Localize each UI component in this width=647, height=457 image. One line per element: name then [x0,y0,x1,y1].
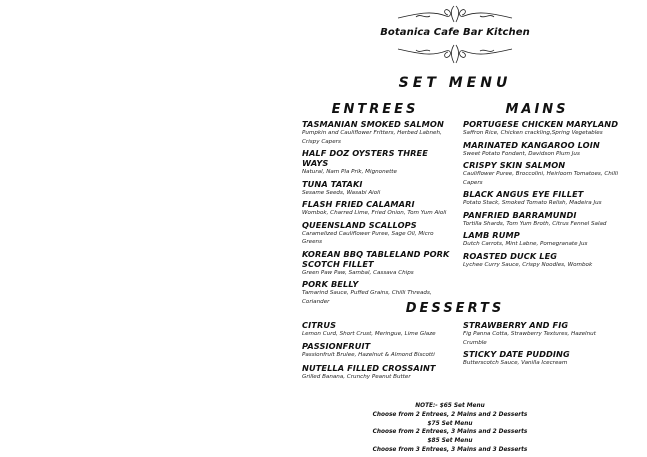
item-description: Caramelized Cauliflower Puree, Sage Oil, Micro Greens [302,230,434,245]
note-line: $85 Set Menu [427,438,473,445]
item-description: Fig Panna Cotta, Strawberry Textures, Hazelnut Crumble [463,331,596,346]
item-description: Sesame Seeds, Wasabi Aioli [302,189,381,196]
item-description: Sweet Potato Fondant, Davidson Plum Jus [463,150,580,157]
item-name: ROASTED DUCK LEG [463,250,558,261]
menu-item [302,320,452,339]
item-description: Saffron Rice, Chicken crackling,Spring Vegetables [463,130,603,136]
menu-item [463,230,635,249]
item-description: Tamarind Sauce, Puffed Grains, Chilli Threads, Coriander [302,290,432,305]
mains-heading: MAINS [505,102,569,117]
menu-item [463,349,613,368]
menu-item [302,220,452,247]
item-description: Tortilla Shards, Tom Yum Broth, Citrus Fennel Salad [463,220,607,227]
note-line: $75 Set Menu [427,420,473,427]
item-description: Lemon Curd, Short Crust, Meringue, Lime Glaze [302,331,436,337]
flourish-divider-icon [396,43,514,65]
item-description: Passionfruit Brulee, Hazelnut & Almond Biscotti [302,351,435,358]
menu-item [463,140,635,159]
item-description: Cauliflower Puree, Broccolini, Heirloom Tomatoes, Chilli Capers [463,171,619,186]
item-description: Lychee Curry Sauce, Crispy Noodles, Wombok [463,261,593,268]
item-description: Wombok, Charred Lime, Fried Onion, Tom Yum Aioli [302,210,447,216]
item-name: PORK BELLY [302,279,359,289]
restaurant-name: Botanica Cafe Bar Kitchen [380,27,530,38]
item-name: MARINATED KANGAROO LOIN [463,139,600,150]
item-name: LAMB RUMP [463,230,520,240]
desserts-list-left [302,320,452,384]
note-line: NOTE:- $65 Set Menu [415,403,485,409]
item-name: CRISPY SKIN SALMON [463,160,566,170]
menu-title: SET MENU [398,75,512,91]
desserts-list-right [463,320,613,370]
menu-item [463,189,635,208]
item-name: STRAWBERRY AND FIG [463,320,569,330]
item-description: Potato Stack, Smoked Tomato Relish, Madeira Jus [463,200,602,206]
menu-item [463,210,635,229]
item-name: QUEENSLAND SCALLOPS [302,219,417,230]
menu-item [463,160,635,187]
menu-item [302,341,452,360]
menu-item [302,119,452,146]
item-name: NUTELLA FILLED CROSSAINT [302,363,436,373]
mains-list [463,119,635,271]
item-name: TASMANIAN SMOKED SALMON [302,119,444,129]
menu-item [302,363,452,382]
item-name: PASSIONFRUIT [302,340,371,351]
item-description: Natural, Nam Pla Prik, Mignonette [302,169,397,175]
item-name: PANFRIED BARRAMUNDI [463,209,577,220]
entrees-heading: ENTREES [331,102,419,117]
item-name: KOREAN BBQ TABLELAND PORK SCOTCH FILLET [302,248,450,269]
note-line: Choose from 2 Entrees, 3 Mains and 2 Desserts [372,429,528,436]
note-line: Choose from 2 Entrees, 2 Mains and 2 Desserts [372,411,528,418]
item-description: Green Paw Paw, Sambal, Cassava Chips [302,269,414,276]
item-name: BLACK ANGUS EYE FILLET [463,189,584,199]
entrees-list [302,119,452,308]
note-line: Choose from 3 Entrees, 3 Mains and 3 Desserts [372,446,528,453]
menu-item [463,320,613,347]
menu-item [463,119,635,138]
item-name: FLASH FRIED CALAMARI [302,199,415,209]
item-description: Pumpkin and Cauliflower Fritters, Herbed Labneh, Crispy Capers [302,130,442,145]
menu-item [463,251,635,270]
item-description: Butterscotch Sauce, Vanilla Icecream [463,360,568,366]
item-name: HALF DOZ OYSTERS THREE WAYS [302,148,428,168]
item-description: Dutch Carrots, Mint Labne, Pomegranate Jus [463,241,588,247]
desserts-heading: DESSERTS [405,301,505,316]
menu-item [302,148,452,177]
flourish-divider-icon [396,4,514,26]
item-name: CITRUS [302,320,337,330]
item-name: TUNA TATAKI [302,178,363,189]
menu-item [302,199,452,218]
item-description: Grilled Banana, Crunchy Peanut Butter [302,374,411,380]
menu-item [302,179,452,198]
item-name: PORTUGESE CHICKEN MARYLAND [463,119,619,129]
menu-item [302,249,452,278]
item-name: STICKY DATE PUDDING [463,349,570,359]
set-menu-note [360,402,540,455]
